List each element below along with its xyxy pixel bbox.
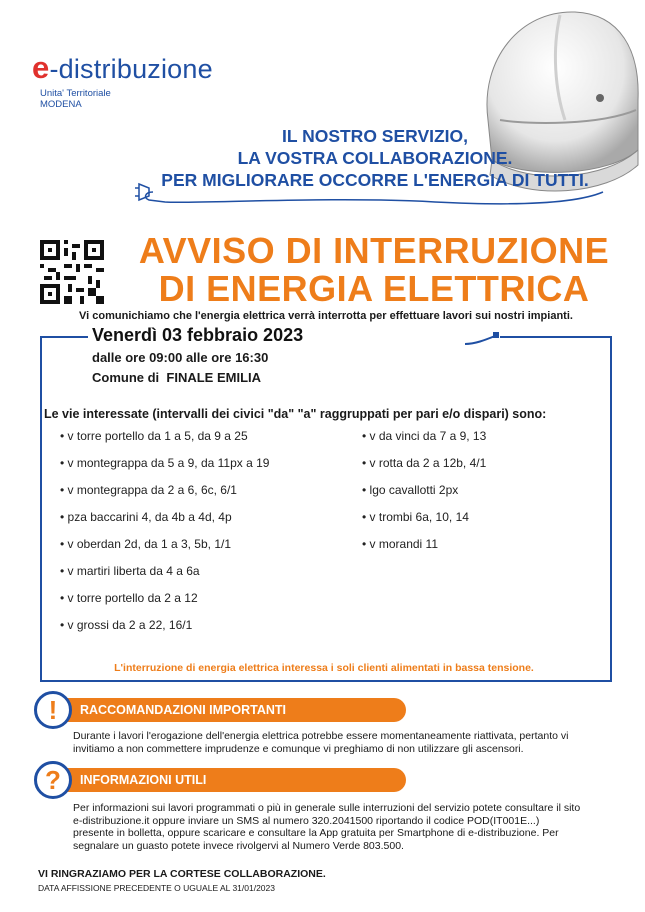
list-item: • v torre portello da 1 a 5, da 9 a 25	[60, 429, 248, 443]
info-line-1: Per informazioni sui lavori programmati o più in generale sulle interruzioni del servizio potete consultare il sito	[73, 802, 581, 814]
plug-icon	[135, 170, 615, 220]
info-text	[73, 802, 623, 852]
low-voltage-note: L'interruzione di energia elettrica interessa i soli clienti alimentati in bassa tensione.	[114, 662, 534, 674]
outage-date: Venerdì 03 febbraio 2023	[92, 325, 304, 345]
comune-label: Comune di	[92, 370, 160, 385]
slogan-line-1: IL NOSTRO SERVIZIO,	[281, 126, 469, 146]
list-item: • v morandi 11	[362, 537, 439, 551]
streets-left-list	[60, 429, 350, 649]
list-item: • v torre portello da 2 a 12	[60, 591, 198, 605]
thanks-text: VI RINGRAZIAMO PER LA CORTESE COLLABORAZIONE.	[38, 868, 326, 880]
list-item: • v trombi 6a, 10, 14	[362, 510, 469, 524]
recommendations-text	[73, 730, 623, 755]
outage-comune	[92, 370, 261, 385]
info-line-4: segnalare un guasto potete invece rivolgervi al Numero Verde 803.500.	[73, 839, 404, 852]
box-border-right	[500, 336, 610, 338]
recommendations-line-1: Durante i lavori l'erogazione dell'energia elettrica potrebbe essere momentaneamente riattivata, pertanto vi	[73, 730, 569, 742]
exclamation-icon: !	[34, 691, 72, 729]
slogan-line-3: PER MIGLIORARE OCCORRE L'ENERGIA DI TUTTI.	[161, 170, 589, 190]
question-icon: ?	[34, 761, 72, 799]
list-item: • v oberdan 2d, da 1 a 3, 5b, 1/1	[60, 537, 231, 551]
list-item: • v martiri liberta da 4 a 6a	[60, 564, 200, 578]
plug-cable-icon	[465, 330, 501, 346]
title-line-2: DI ENERGIA ELETTRICA	[158, 268, 590, 309]
streets-header: Le vie interessate (intervalli dei civici "da" "a" raggruppati per pari e/o dispari) sono:	[44, 407, 547, 421]
affixion-date: DATA AFFISSIONE PRECEDENTE O UGUALE AL 31/01/2023	[38, 883, 275, 893]
list-item: • v da vinci da 7 a 9, 13	[362, 429, 487, 443]
intro-text: Vi comunichiamo che l'energia elettrica verrà interrotta per effettuare lavori sui nostri impianti.	[79, 310, 573, 322]
list-item: • v rotta da 2 a 12b, 4/1	[362, 456, 487, 470]
brand-logo	[32, 50, 213, 86]
info-line-2: e-distribuzione.it oppure inviare un SMS al numero 320.2041500 riportando il codice POD(IT001E...)	[73, 814, 540, 827]
title-line-1: AVVISO DI INTERRUZIONE	[138, 230, 610, 271]
list-item: • pza baccarini 4, da 4b a 4d, 4p	[60, 510, 232, 524]
notice-title	[110, 232, 638, 308]
streets-right-list	[362, 429, 602, 569]
logo-e: e	[32, 50, 50, 85]
unit-city: MODENA	[40, 99, 82, 110]
comune-value: FINALE EMILIA	[166, 370, 262, 385]
box-border-left	[40, 336, 88, 338]
list-item: • lgo cavallotti 2px	[362, 483, 459, 497]
recommendations-heading: RACCOMANDAZIONI IMPORTANTI	[60, 698, 406, 722]
outage-hours: dalle ore 09:00 alle ore 16:30	[92, 350, 269, 365]
list-item: • v montegrappa da 2 a 6, 6c, 6/1	[60, 483, 237, 497]
info-heading: INFORMAZIONI UTILI	[60, 768, 406, 792]
qr-code[interactable]	[40, 240, 104, 304]
recommendations-line-2: invitiamo a non commettere imprudenze e comunque vi preghiamo di non utilizzare gli ascensori.	[73, 742, 524, 755]
list-item: • v grossi da 2 a 22, 16/1	[60, 618, 193, 632]
logo-text: -distribuzione	[49, 54, 213, 84]
unit-label: Unita' Territoriale	[40, 88, 111, 99]
info-line-3: presente in bolletta, oppure scaricare e consultare la App gratuita per Smartphone di e-distribuzione. Per	[73, 827, 559, 839]
list-item: • v montegrappa da 5 a 9, da 11px a 19	[60, 456, 270, 470]
slogan-line-2: LA VOSTRA COLLABORAZIONE.	[237, 148, 513, 168]
